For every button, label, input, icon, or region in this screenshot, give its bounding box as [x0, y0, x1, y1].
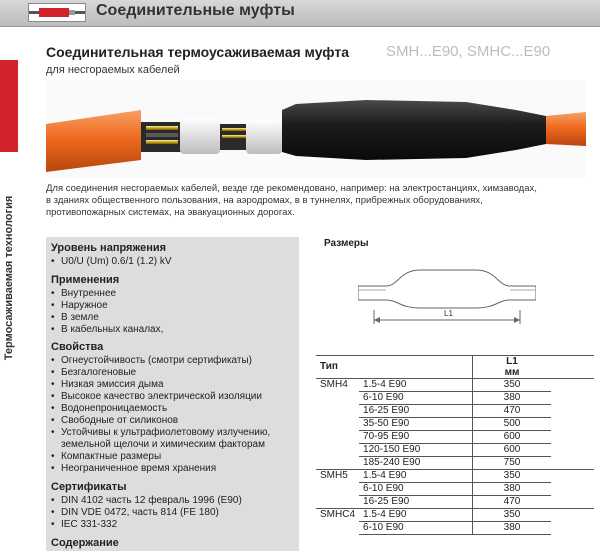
table-row: 16-25 E90 470 — [316, 405, 594, 418]
list-item: • В кабельных каналах, — [51, 324, 164, 335]
table-row: 6-10 E90 380 — [316, 483, 594, 496]
list-item: • Наружное — [51, 300, 108, 311]
list-item: • Внутреннее — [51, 288, 117, 299]
list-item: • Огнеустойчивость (смотри сертификаты) — [51, 355, 252, 366]
list-item: • Неограниченное время хранения — [51, 463, 217, 474]
list-item: • IEC 331-332 — [51, 519, 118, 530]
product-subtitle: для несгораемых кабелей — [46, 64, 180, 76]
sidebar-vertical-label: Термосаживаемая технология — [3, 195, 15, 361]
voltage-value: • U0/U (Um) 0.6/1 (1.2) kV — [51, 256, 172, 267]
table-row: SMHC4 1.5-4 E90 350 — [316, 509, 594, 522]
sizes-table — [316, 355, 594, 551]
product-description — [46, 183, 594, 219]
list-item: • Водонепроницаемость — [51, 403, 168, 414]
product-codes: SMH...E90, SMHC...E90 — [386, 43, 551, 60]
list-item: • Высокое качество электрической изоляции — [51, 391, 262, 402]
voltage-heading: Уровень напряжения — [51, 242, 167, 254]
page-header-title: Соединительные муфты — [96, 2, 295, 19]
cable-logo-icon — [29, 4, 85, 21]
list-item: • DIN VDE 0472, часть 814 (FE 180) — [51, 507, 219, 518]
type-cell: SMH5 — [316, 470, 359, 483]
dimension-diagram — [358, 258, 536, 328]
properties-heading: Свойства — [51, 341, 104, 353]
table-row: 16-25 E90 470 — [316, 496, 594, 509]
table-row: 120-150 E90 600 — [316, 444, 594, 457]
contents-heading: Содержание — [51, 537, 119, 549]
list-item: • DIN 4102 часть 12 февраль 1996 (E90) — [51, 495, 242, 506]
column-header-l1: L1 мм — [473, 356, 552, 379]
description-line: Для соединения несгораемых кабелей, везде где рекомендовано, например: на электростанциях, химзаводах, — [46, 183, 537, 194]
list-item: • Низкая эмиссия дыма — [51, 379, 164, 390]
dimensions-title: Размеры — [324, 238, 369, 249]
dimensions-drawing — [358, 258, 536, 328]
sidebar-accent — [0, 60, 18, 152]
brand-logo — [28, 3, 86, 22]
list-item: • Устойчивы к ультрафиолетовому излучению, — [51, 427, 271, 438]
description-line: противопожарных системах, на эвакуационных дорогах. — [46, 207, 295, 218]
sidebar — [0, 60, 18, 551]
product-title: Соединительная термоусаживаемая муфта — [46, 44, 350, 60]
applications-heading: Применения — [51, 274, 120, 286]
table-row: 35-50 E90 500 — [316, 418, 594, 431]
header-bar — [0, 0, 600, 27]
type-cell: SMH4 — [316, 379, 359, 392]
certificates-heading: Сертификаты — [51, 481, 127, 493]
list-item: • Безгалогеновые — [51, 367, 137, 378]
joint-illustration — [46, 80, 586, 178]
table-row: 6-10 E90 380 — [316, 522, 594, 535]
list-item: • В земле — [51, 312, 99, 323]
column-header-type: Тип — [316, 356, 473, 379]
list-item: • Свободные от силиконов — [51, 415, 179, 426]
list-item: • Компактные размеры — [51, 451, 162, 462]
table-row: 6-10 E90 380 — [316, 392, 594, 405]
table-row: 70-95 E90 600 — [316, 431, 594, 444]
table-row: 185-240 E90 750 — [316, 457, 594, 470]
type-cell: SMHC4 — [316, 509, 359, 522]
table-row: SMH5 1.5-4 E90 350 — [316, 470, 594, 483]
list-item-continuation: земельной щелочи и химическим факторам — [61, 439, 265, 450]
product-photo — [46, 80, 586, 178]
description-line: в зданиях общественного пользования, на аэродромах, в в туннелях, прибрежных оборудованиях, — [46, 195, 483, 206]
table-row: SMH4 1.5-4 E90 350 — [316, 379, 594, 392]
dimension-l1-label: L1 — [444, 309, 453, 318]
